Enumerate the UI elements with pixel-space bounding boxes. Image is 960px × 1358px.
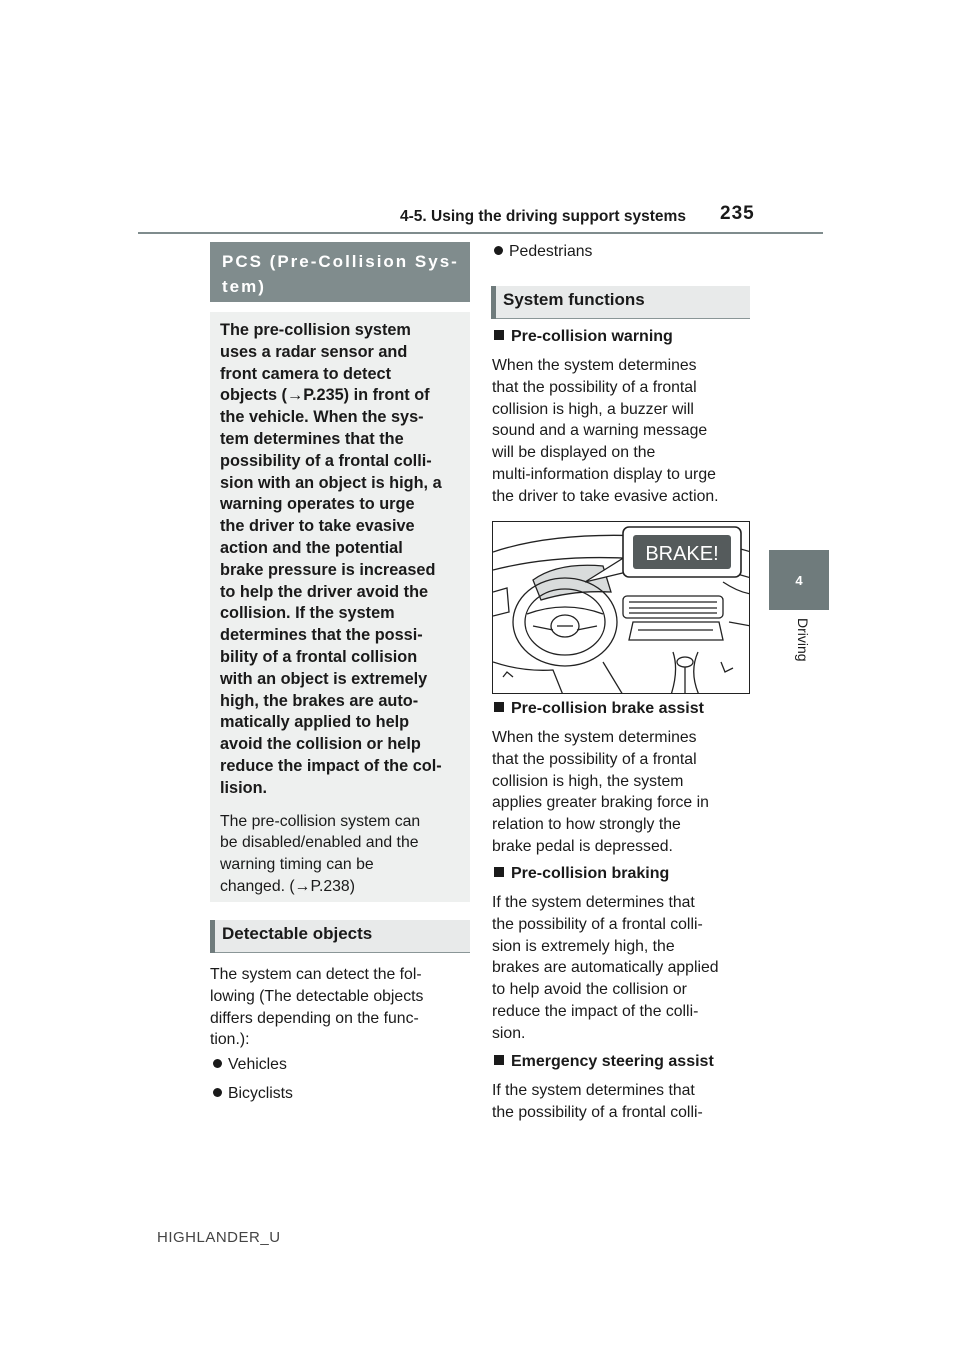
intro-note-line: The pre-collision system can	[220, 812, 421, 830]
chapter-tab: 4	[769, 550, 829, 610]
system-functions-heading: System functions	[491, 286, 750, 319]
text-line: the possibility of a frontal colli-	[492, 915, 703, 933]
chapter-label: Driving	[795, 618, 811, 662]
brake-warning-text: BRAKE!	[645, 543, 719, 565]
detectable-item-label: Vehicles	[228, 1056, 287, 1073]
intro-note-line: changed. (→P.238)	[220, 877, 355, 895]
pre-collision-warning-heading	[494, 328, 673, 346]
text-line: will be displayed on the	[492, 444, 656, 462]
detectable-intro-line: The system can detect the fol-	[210, 966, 422, 983]
text-line: sion.	[492, 1024, 526, 1042]
text-line: brakes are automatically applied	[492, 959, 719, 977]
text-line: collision is high, a buzzer will	[492, 400, 694, 418]
pre-collision-brake-assist-text	[492, 727, 754, 858]
intro-note-line: be disabled/enabled and the	[220, 834, 419, 852]
subheading-label: Pre-collision brake assist	[511, 700, 704, 717]
text-line: reduce the impact of the colli-	[492, 1002, 699, 1020]
text-line: that the possibility of a frontal	[492, 378, 697, 396]
intro-line: the vehicle. When the sys-	[220, 408, 424, 427]
detectable-item-pedestrians	[494, 243, 592, 261]
detectable-item-bicyclists	[213, 1085, 293, 1103]
intro-line: high, the brakes are auto-	[220, 691, 419, 710]
intro-line: collision. If the system	[220, 604, 395, 623]
pre-collision-brake-assist-heading	[494, 700, 704, 718]
intro-line: sion with an object is high, a	[220, 473, 442, 492]
text-line: the possibility of a frontal colli-	[492, 1103, 703, 1121]
header-rule	[138, 232, 823, 234]
detectable-item-label: Pedestrians	[509, 243, 593, 260]
pre-collision-braking-text	[492, 892, 754, 1045]
footer-model: HIGHLANDER_U	[157, 1229, 281, 1246]
intro-line: front camera to detect	[220, 364, 391, 383]
square-bullet-icon	[494, 330, 504, 340]
text-line: If the system determines that	[492, 894, 695, 911]
bullet-dot-icon	[213, 1059, 222, 1068]
text-line: relation to how strongly the	[492, 816, 681, 834]
intro-line: uses a radar sensor and	[220, 342, 408, 361]
intro-line: lision.	[220, 778, 268, 797]
intro-line: determines that the possi-	[220, 626, 423, 645]
text-line: If the system determines that	[492, 1082, 695, 1099]
text-line: collision is high, the system	[492, 772, 684, 790]
page-number: 235	[720, 203, 755, 224]
intro-line: matically applied to help	[220, 713, 410, 732]
dashboard-drawing	[493, 522, 750, 694]
detectable-objects-heading: Detectable objects	[210, 920, 470, 953]
intro-summary	[220, 320, 458, 800]
detectable-intro-line: differs depending on the func-	[210, 1009, 419, 1027]
pcs-heading-line: tem)	[222, 277, 266, 296]
intro-note	[220, 811, 458, 898]
section-title: 4-5. Using the driving support systems	[400, 208, 686, 225]
intro-line: warning operates to urge	[220, 495, 415, 514]
text-line: applies greater braking force in	[492, 794, 709, 812]
text-line: to help avoid the collision or	[492, 981, 687, 999]
detectable-item-label: Bicyclists	[228, 1085, 293, 1102]
intro-line: bility of a frontal collision	[220, 647, 418, 666]
pre-collision-braking-heading	[494, 865, 669, 883]
text-line: When the system determines	[492, 357, 697, 374]
intro-line: possibility of a frontal colli-	[220, 451, 432, 470]
bullet-dot-icon	[494, 246, 503, 255]
square-bullet-icon	[494, 1055, 504, 1065]
text-line: When the system determines	[492, 729, 697, 746]
subheading-label: Pre-collision braking	[511, 865, 670, 882]
intro-line: objects (→P.235) in front of	[220, 386, 430, 405]
text-line: the driver to take evasive action.	[492, 487, 719, 505]
subheading-label: Emergency steering assist	[511, 1053, 714, 1070]
square-bullet-icon	[494, 702, 504, 712]
square-bullet-icon	[494, 867, 504, 877]
intro-line: brake pressure is increased	[220, 560, 436, 579]
pcs-heading	[210, 242, 470, 302]
subheading-label: Pre-collision warning	[511, 328, 673, 345]
intro-line: tem determines that the	[220, 429, 404, 448]
pre-collision-warning-text	[492, 355, 754, 508]
detectable-intro	[210, 964, 470, 1051]
intro-line: reduce the impact of the col-	[220, 756, 442, 775]
detectable-intro-line: tion.):	[210, 1031, 250, 1049]
intro-box	[210, 312, 470, 902]
emergency-steering-assist-heading	[494, 1053, 714, 1071]
intro-line: with an object is extremely	[220, 669, 428, 688]
intro-note-line: warning timing can be	[220, 856, 374, 874]
text-line: sound and a warning message	[492, 422, 708, 440]
intro-line: The pre-collision system	[220, 321, 411, 339]
emergency-steering-assist-text	[492, 1080, 754, 1124]
bullet-dot-icon	[213, 1088, 222, 1097]
text-line: brake pedal is depressed.	[492, 837, 673, 855]
detectable-item-vehicles	[213, 1056, 287, 1074]
text-line: multi-information display to urge	[492, 465, 716, 483]
intro-line: the driver to take evasive	[220, 517, 415, 536]
intro-line: action and the potential	[220, 538, 403, 557]
dashboard-illustration	[492, 521, 750, 694]
intro-line: to help the driver avoid the	[220, 582, 429, 601]
text-line: sion is extremely high, the	[492, 937, 675, 955]
detectable-intro-line: lowing (The detectable objects	[210, 987, 424, 1005]
intro-line: avoid the collision or help	[220, 735, 421, 754]
text-line: that the possibility of a frontal	[492, 750, 697, 768]
pcs-heading-line: PCS (Pre-Collision Sys-	[222, 252, 459, 271]
